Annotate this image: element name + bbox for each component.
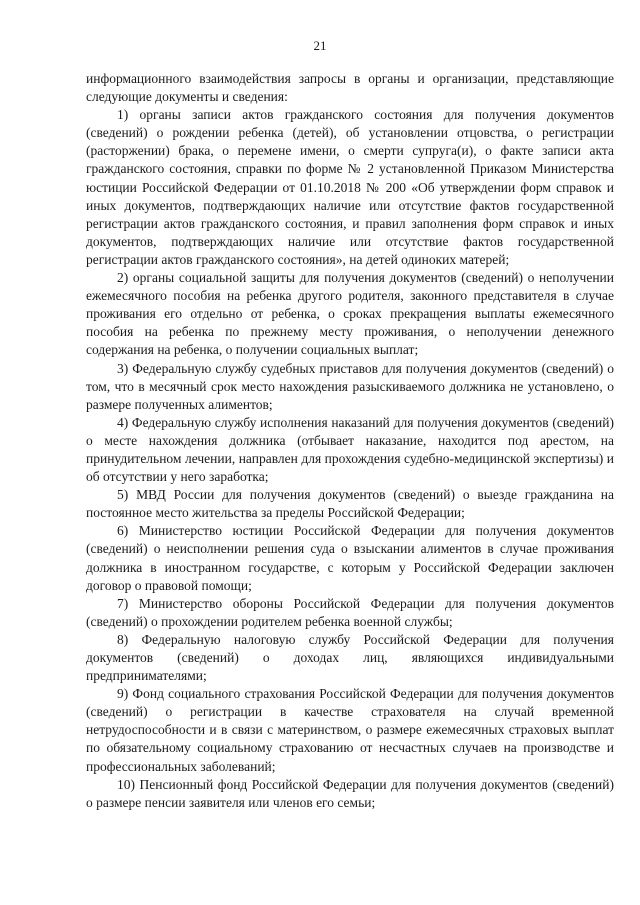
paragraph-item-6: 6) Министерство юстиции Российской Федерации для получения документов (сведений) о неисполнении решения суда о взыскании алиментов в случае проживания должника в иностранном государстве, с которым у Российской Федерации заключен договор о правовой помощи; <box>86 523 614 593</box>
paragraph-item-3: 3) Федеральную службу судебных приставов для получения документов (сведений) о том, что в месячный срок место нахождения разыскиваемого должника не установлено, о размере полученных алиментов; <box>86 360 614 412</box>
paragraph-item-2: 2) органы социальной защиты для получения документов (сведений) о неполучении ежемесячного пособия на ребенка другого родителя, законного представителя в случае проживания его отдельно от ребенка, о сроках прекращения выплаты ежемесячного пособия на ребенка по прежнему месту проживания, о неполучении денежного содержания на ребенка, о получении социальных выплат; <box>86 270 614 358</box>
paragraph-item-8: 8) Федеральную налоговую службу Российской Федерации для получения документов (сведений) о доходах лиц, являющихся индивидуальными предпринимателями; <box>86 631 614 684</box>
page-number: 21 <box>313 38 327 53</box>
paragraph-item-5: 5) МВД России для получения документов (сведений) о выезде гражданина на постоянное место жительства за пределы Российской Федерации; <box>86 487 614 521</box>
paragraph-intro: информационного взаимодействия запросы в органы и организации, представляющие следующие документы и сведения: <box>86 71 614 105</box>
paragraph-item-1: 1) органы записи актов гражданского состояния для получения документов (сведений) о рождении ребенка (детей), об установлении отцовства, о регистрации (расторжении) брака, о перемене имени, о смерти супруга(и), о факте записи акта гражданского состояния, справки по форме № 2 установленной Приказом Министерства юстиции Российской Федерации от 01.10.2018 № 200 «Об утверждении форм справок и иных документов, подтверждающих наличие или отсутствие фактов государственной регистрации актов гражданского состояния, и правил заполнения форм справок и иных документов, подтверждающих наличие или отсутствие фактов государственной регистрации актов гражданского состояния», на детей одиноких матерей; <box>86 107 614 267</box>
paragraph-item-7: 7) Министерство обороны Российской Федерации для получения документов (сведений) о прохождении родителем ребенка военной службы; <box>86 595 614 629</box>
paragraph-item-10: 10) Пенсионный фонд Российской Федерации для получения документов (сведений) о размере пенсии заявителя или членов его семьи; <box>86 776 614 810</box>
paragraph-item-9: 9) Фонд социального страхования Российской Федерации для получения документов (сведений) о регистрации в качестве страхователя на случай временной нетрудоспособности и в связи с материнством, о размере ежемесячных страховых выплат по обязательному социальному страхованию от несчастных случаев на производстве и профессиональных заболеваний; <box>86 686 614 774</box>
document-body <box>86 70 614 812</box>
paragraph-item-4: 4) Федеральную службу исполнения наказаний для получения документов (сведений) о месте нахождения должника (отбывает наказание, находится под арестом, на принудительном лечении, направлен для прохождения судебно-медицинской экспертизы) и об отсутствии у него заработка; <box>86 414 614 485</box>
